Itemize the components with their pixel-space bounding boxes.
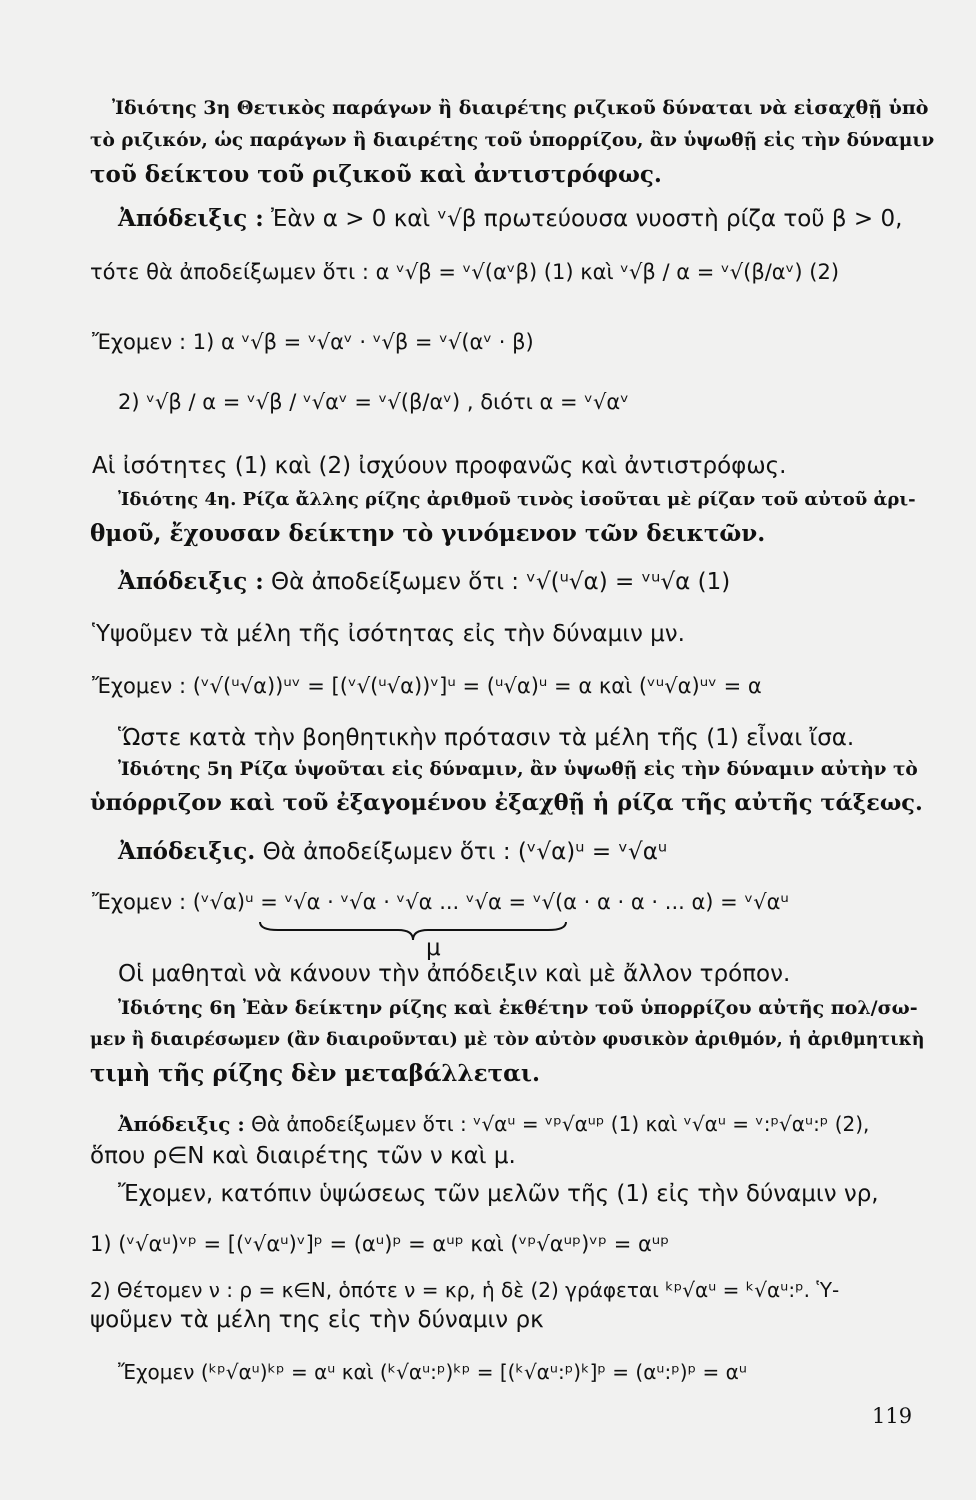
proof-text: Θὰ ἀποδείξωμεν ὅτι : ᵛ√(ᵘ√α) = ᵛᵘ√α (1) [271, 569, 731, 595]
proof-text: Ἐὰν α > 0 καὶ ᵛ√β πρωτεύουσα νυοστὴ ρίζα τοῦ β > 0, [271, 206, 903, 232]
prop3-proof-step-1: Ἔχομεν : 1) α ᵛ√β = ᵛ√αᵛ · ᵛ√β = ᵛ√(αᵛ · β) [92, 330, 534, 354]
prop6-step-2-cont: ψοῦμεν τὰ μέλη της εἰς τὴν δύναμιν ρκ [90, 1307, 544, 1333]
prop4-conclusion: Ὥστε κατὰ τὴν βοηθητικὴν πρότασιν τὰ μέλη τῆς (1) εἶναι ἴσα. [118, 725, 855, 751]
prop6-statement-line-1: Ἰδιότης 6η Ἐὰν δείκτην ρίζης καὶ ἐκθέτην τοῦ ὑπορρίζου αὐτῆς πολ/σω- [118, 997, 918, 1019]
prop5-proof-line [118, 838, 667, 866]
prop4-computation: Ἔχομεν : (ᵛ√(ᵘ√α))ᵘᵛ = [(ᵛ√(ᵘ√α))ᵛ]ᵘ = (ᵘ√α)ᵘ = α καὶ (ᵛᵘ√α)ᵘᵛ = α [92, 674, 762, 698]
prop6-statement-line-3: τιμὴ τῆς ρίζης δὲν μεταβάλλεται. [90, 1060, 540, 1087]
proof-label: Ἀπόδειξις : [118, 1112, 245, 1136]
page-number: 119 [872, 1404, 913, 1428]
prop5-computation: Ἔχομεν : (ᵛ√α)ᵘ = ᵛ√α · ᵛ√α · ᵛ√α ... ᵛ√α = ᵛ√(α · α · α · ... α) = ᵛ√αᵘ [92, 890, 789, 914]
prop6-proof-line [118, 1110, 869, 1138]
proof-label: Ἀπόδειξις : [118, 568, 264, 595]
prop4-raise-powers: Ὑψοῦμεν τὰ μέλη τῆς ἰσότητας εἰς τὴν δύναμιν μν. [92, 621, 685, 647]
prop3-claim-line: τότε θὰ ἀποδείξωμεν ὅτι : α ᵛ√β = ᵛ√(αᵛβ) (1) καὶ ᵛ√β / α = ᵛ√(β/αᵛ) (2) [90, 260, 840, 284]
prop5-note: Οἱ μαθηταὶ νὰ κάνουν τὴν ἀπόδειξιν καὶ μὲ ἄλλον τρόπον. [118, 961, 791, 987]
prop3-statement-line-3: τοῦ δείκτου τοῦ ριζικοῦ καὶ ἀντιστρόφως. [90, 161, 662, 188]
prop3-statement-line-1: Ἰδιότης 3η Θετικὸς παράγων ἢ διαιρέτης ριζικοῦ δύναται νὰ εἰσαχθῇ ὑπὸ [112, 97, 929, 119]
proof-text: Θὰ ἀποδείξωμεν ὅτι : ᵛ√αᵘ = ᵛᵖ√αᵘᵖ (1) καὶ ᵛ√αᵘ = ᵛ:ᵖ√αᵘ:ᵖ (2), [251, 1112, 870, 1136]
prop3-conclusion: Αἱ ἰσότητες (1) καὶ (2) ἰσχύουν προφανῶς καὶ ἀντιστρόφως. [92, 453, 787, 479]
prop6-statement-line-2: μεν ἢ διαιρέσωμεν (ἂν διαιροῦνται) μὲ τὸν αὐτὸν φυσικὸν ἀριθμόν, ἡ ἀριθμητικὴ [90, 1030, 925, 1050]
prop5-statement-line-2: ὑπόρριζον καὶ τοῦ ἐξαγομένου ἐξαχθῇ ἡ ρίζα τῆς αὐτῆς τάξεως. [90, 790, 923, 816]
prop4-statement-line-2: θμοῦ, ἔχουσαν δείκτην τὸ γινόμενον τῶν δεικτῶν. [90, 520, 766, 547]
prop6-final-computation: Ἔχομεν (ᵏᵖ√αᵘ)ᵏᵖ = αᵘ καὶ (ᵏ√αᵘ:ᵖ)ᵏᵖ = [(ᵏ√αᵘ:ᵖ)ᵏ]ᵖ = (αᵘ:ᵖ)ᵖ = αᵘ [118, 1360, 747, 1384]
prop3-proof-line [118, 205, 902, 233]
prop6-step-2: 2) Θέτομεν ν : ρ = κ∈N, ὁπότε ν = κρ, ἡ δὲ (2) γράφεται ᵏᵖ√αᵘ = ᵏ√αᵘ:ᵖ. Ὑ- [90, 1278, 840, 1302]
brace-label: μ [426, 935, 441, 961]
proof-label: Ἀπόδειξις : [118, 205, 264, 232]
underbrace [258, 920, 568, 942]
prop6-raise-powers: Ἔχομεν, κατόπιν ὑψώσεως τῶν μελῶν τῆς (1) εἰς τὴν δύναμιν νρ, [118, 1181, 879, 1207]
proof-label: Ἀπόδειξις. [118, 838, 256, 865]
prop6-step-1: 1) (ᵛ√αᵘ)ᵛᵖ = [(ᵛ√αᵘ)ᵛ]ᵖ = (αᵘ)ᵖ = αᵘᵖ καὶ (ᵛᵖ√αᵘᵖ)ᵛᵖ = αᵘᵖ [90, 1232, 670, 1256]
prop5-statement-line-1: Ἰδιότης 5η Ρίζα ὑψοῦται εἰς δύναμιν, ἂν ὑψωθῇ εἰς τὴν δύναμιν αὐτὴν τὸ [118, 759, 918, 780]
proof-text: Θὰ ἀποδείξωμεν ὅτι : (ᵛ√α)ᵘ = ᵛ√αᵘ [262, 839, 668, 865]
prop3-proof-step-2: 2) ᵛ√β / α = ᵛ√β / ᵛ√αᵛ = ᵛ√(β/αᵛ) , διότι α = ᵛ√αᵛ [118, 390, 630, 414]
prop3-statement-line-2: τὸ ριζικόν, ὡς παράγων ἢ διαιρέτης τοῦ ὑπορρίζου, ἂν ὑψωθῇ εἰς τὴν δύναμιν [90, 130, 935, 151]
prop4-statement-line-1: Ἰδιότης 4η. Ρίζα ἄλλης ρίζης ἀριθμοῦ τινὸς ἰσοῦται μὲ ρίζαν τοῦ αὐτοῦ ἀρι- [118, 489, 916, 510]
prop4-proof-line [118, 568, 730, 596]
prop6-condition: ὅπου ρ∈N καὶ διαιρέτης τῶν ν καὶ μ. [90, 1143, 516, 1169]
